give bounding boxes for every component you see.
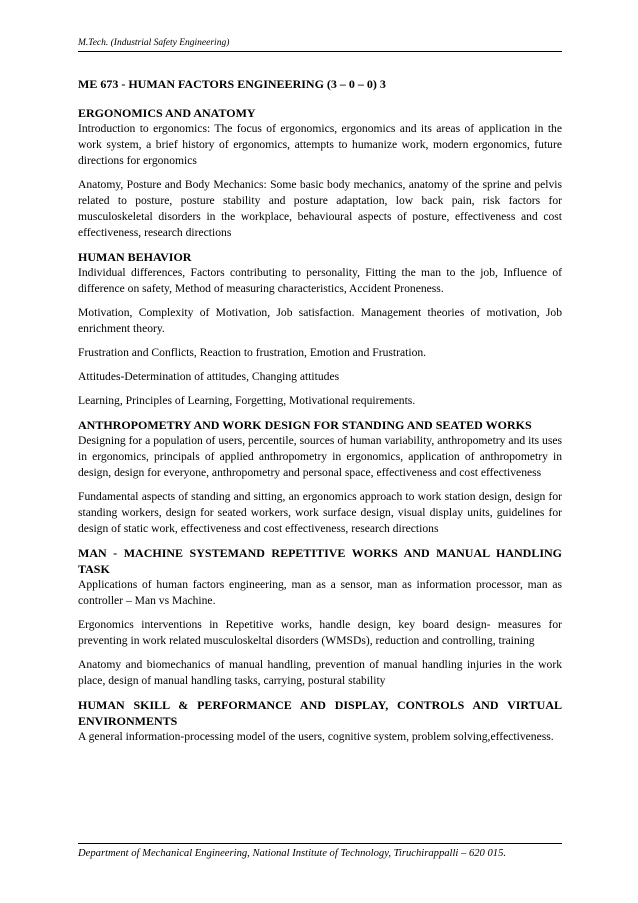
paragraph: Anatomy and biomechanics of manual handling, prevention of manual handling injuries in the work place, design of manual handling tasks, carrying, postural stability: [78, 658, 562, 687]
paragraph: Fundamental aspects of standing and sitting, an ergonomics approach to work station design, design for standing workers, design for seated workers, work surface design, visual display units, guidelines for design of static work, effectiveness and cost effectiveness, research directions: [78, 490, 562, 535]
running-header: M.Tech. (Industrial Safety Engineering): [78, 38, 562, 52]
paragraph: Learning, Principles of Learning, Forgetting, Motivational requirements.: [78, 394, 416, 407]
section-heading: HUMAN SKILL & PERFORMANCE AND DISPLAY, CONTROLS AND VIRTUAL ENVIRONMENTS: [78, 698, 562, 728]
paragraph: Applications of human factors engineering, man as a sensor, man as information processor, man as controller – Man vs Machine.: [78, 578, 562, 607]
paragraph: Anatomy, Posture and Body Mechanics: Some basic body mechanics, anatomy of the sprine and pelvis related to posture, posture stability and posture adaptation, low back pain, risk factors for musculoskeletal disorders in the workplace, behavioural aspects of posture, effectiveness and cost effectiveness, research directions: [78, 178, 562, 239]
section-anthropometry: [78, 417, 562, 537]
paragraph: Frustration and Conflicts, Reaction to frustration, Emotion and Frustration.: [78, 346, 427, 359]
syllabus-content: [78, 77, 562, 753]
paragraph: Individual differences, Factors contributing to personality, Fitting the man to the job, Influence of difference on safety, Method of measuring characteristics, Accident Proneness.: [78, 266, 562, 295]
section-heading: HUMAN BEHAVIOR: [78, 250, 192, 264]
paragraph: Introduction to ergonomics: The focus of ergonomics, ergonomics and its areas of application in the work system, a brief history of ergonomics, attempts to humanize work, modern ergonomics, future directions for ergonomics: [78, 122, 562, 167]
section-heading: ANTHROPOMETRY AND WORK DESIGN FOR STANDING AND SEATED WORKS: [78, 418, 532, 432]
paragraph: Ergonomics interventions in Repetitive works, handle design, key board design- measures for preventing in work related musculoskeltal disorders (WMSDs), reduction and controlling, training: [78, 618, 562, 647]
section-heading: ERGONOMICS AND ANATOMY: [78, 106, 256, 120]
section-heading: MAN - MACHINE SYSTEMAND REPETITIVE WORKS AND MANUAL HANDLING TASK: [78, 546, 562, 576]
course-title: ME 673 - HUMAN FACTORS ENGINEERING (3 – 0 – 0) 3: [78, 77, 386, 91]
paragraph: Motivation, Complexity of Motivation, Job satisfaction. Management theories of motivation, Job enrichment theory.: [78, 306, 562, 335]
section-man-machine: [78, 545, 562, 689]
paragraph: A general information-processing model of the users, cognitive system, problem solving,effectiveness.: [78, 730, 554, 743]
section-human-skill: [78, 697, 562, 745]
paragraph: Attitudes-Determination of attitudes, Changing attitudes: [78, 370, 340, 383]
section-ergonomics-anatomy: [78, 105, 562, 241]
running-footer: Department of Mechanical Engineering, National Institute of Technology, Tiruchirappalli – 620 015.: [78, 843, 562, 859]
section-human-behavior: [78, 249, 562, 409]
paragraph: Designing for a population of users, percentile, sources of human variability, anthropometry and its uses in ergonomics, principals of applied anthropometry in ergonomics, application of anthropometry in design, design for everyone, anthropometry and personal space, effectiveness and cost effectiveness: [78, 434, 562, 479]
